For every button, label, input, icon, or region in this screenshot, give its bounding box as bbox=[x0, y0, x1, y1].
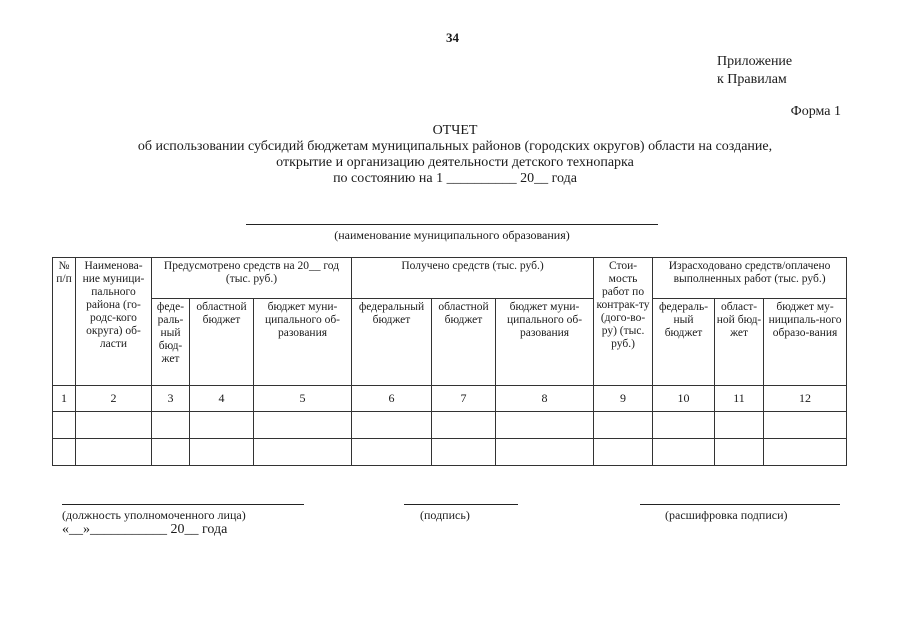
table-cell bbox=[764, 412, 847, 439]
table-cell bbox=[76, 439, 152, 466]
header-contract-cost: Стои-мость работ по контрак-ту (дого-во-ру) (тыс. руб.) bbox=[594, 258, 653, 386]
decoding-signature-line bbox=[640, 504, 840, 505]
table-cell bbox=[764, 439, 847, 466]
table-cell bbox=[653, 439, 715, 466]
table-row bbox=[53, 412, 847, 439]
table-cell bbox=[352, 412, 432, 439]
report-title-line-1: об использовании субсидий бюджетам муниципальных районов (городских округов) области на создание, bbox=[137, 139, 773, 154]
table-row bbox=[53, 439, 847, 466]
position-caption: (должность уполномоченного лица) bbox=[62, 508, 246, 522]
annex-reference bbox=[717, 53, 792, 89]
report-title-line-3: по состоянию на 1 __________ 20__ года bbox=[333, 171, 577, 186]
table-cell bbox=[715, 412, 764, 439]
table-cell bbox=[715, 439, 764, 466]
header-planned-regional: областной бюджет bbox=[190, 299, 254, 386]
column-number: 8 bbox=[496, 386, 594, 412]
table-cell bbox=[254, 439, 352, 466]
header-received-federal: федеральный бюджет bbox=[352, 299, 432, 386]
position-signature-line bbox=[62, 504, 304, 505]
signature-date: «__»___________ 20__ года bbox=[62, 522, 228, 537]
column-number: 1 bbox=[53, 386, 76, 412]
table-cell bbox=[190, 439, 254, 466]
report-heading: ОТЧЕТ bbox=[432, 123, 478, 138]
table-cell bbox=[432, 439, 496, 466]
report-title-line-2: открытие и организацию деятельности детского технопарка bbox=[276, 155, 634, 170]
column-number: 3 bbox=[152, 386, 190, 412]
table-cell bbox=[432, 412, 496, 439]
table-cell bbox=[496, 412, 594, 439]
table-cell bbox=[152, 412, 190, 439]
header-received-funds: Получено средств (тыс. руб.) bbox=[352, 258, 594, 299]
table-header-row-2 bbox=[53, 299, 847, 386]
signature-line bbox=[404, 504, 518, 505]
column-number: 2 bbox=[76, 386, 152, 412]
table-cell bbox=[352, 439, 432, 466]
signature-caption: (подпись) bbox=[420, 508, 470, 522]
column-number: 10 bbox=[653, 386, 715, 412]
table-cell bbox=[496, 439, 594, 466]
table-cell bbox=[594, 439, 653, 466]
header-spent-regional: област-ной бюд-жет bbox=[715, 299, 764, 386]
table-cell bbox=[254, 412, 352, 439]
form-label: Форма 1 bbox=[790, 104, 841, 119]
decoding-caption: (расшифровка подписи) bbox=[665, 508, 788, 522]
column-number: 4 bbox=[190, 386, 254, 412]
municipality-underline bbox=[246, 224, 658, 225]
report-title bbox=[60, 123, 850, 187]
annex-line-2: к Правилам bbox=[717, 72, 787, 87]
header-received-municipal: бюджет муни-ципального об-разования bbox=[496, 299, 594, 386]
header-number: № п/п bbox=[53, 258, 76, 386]
header-received-regional: областной бюджет bbox=[432, 299, 496, 386]
table-cell bbox=[53, 412, 76, 439]
header-planned-municipal: бюджет муни-ципального об-разования bbox=[254, 299, 352, 386]
table-header-row-1 bbox=[53, 258, 847, 299]
column-number-row bbox=[53, 386, 847, 412]
column-number: 7 bbox=[432, 386, 496, 412]
table-cell bbox=[53, 439, 76, 466]
column-number: 12 bbox=[764, 386, 847, 412]
header-planned-federal: феде-раль-ный бюд-жет bbox=[152, 299, 190, 386]
column-number: 5 bbox=[254, 386, 352, 412]
header-spent-funds: Израсходовано средств/оплачено выполненных работ (тыс. руб.) bbox=[653, 258, 847, 299]
table-cell bbox=[190, 412, 254, 439]
header-spent-municipal: бюджет му-ниципаль-ного образо-вания bbox=[764, 299, 847, 386]
annex-line-1: Приложение bbox=[717, 54, 793, 69]
column-number: 6 bbox=[352, 386, 432, 412]
header-municipality-name: Наименова-ние муници-пального района (го-родс-кого округа) об-ласти bbox=[76, 258, 152, 386]
page-number: 34 bbox=[446, 30, 459, 45]
header-planned-funds: Предусмотрено средств на 20__ год (тыс. руб.) bbox=[152, 258, 352, 299]
report-table bbox=[52, 257, 847, 466]
table-cell bbox=[594, 412, 653, 439]
municipality-caption: (наименование муниципального образования) bbox=[334, 228, 570, 242]
table-cell bbox=[76, 412, 152, 439]
table-cell bbox=[653, 412, 715, 439]
column-number: 11 bbox=[715, 386, 764, 412]
column-number: 9 bbox=[594, 386, 653, 412]
table-cell bbox=[152, 439, 190, 466]
header-spent-federal: федераль-ный бюджет bbox=[653, 299, 715, 386]
